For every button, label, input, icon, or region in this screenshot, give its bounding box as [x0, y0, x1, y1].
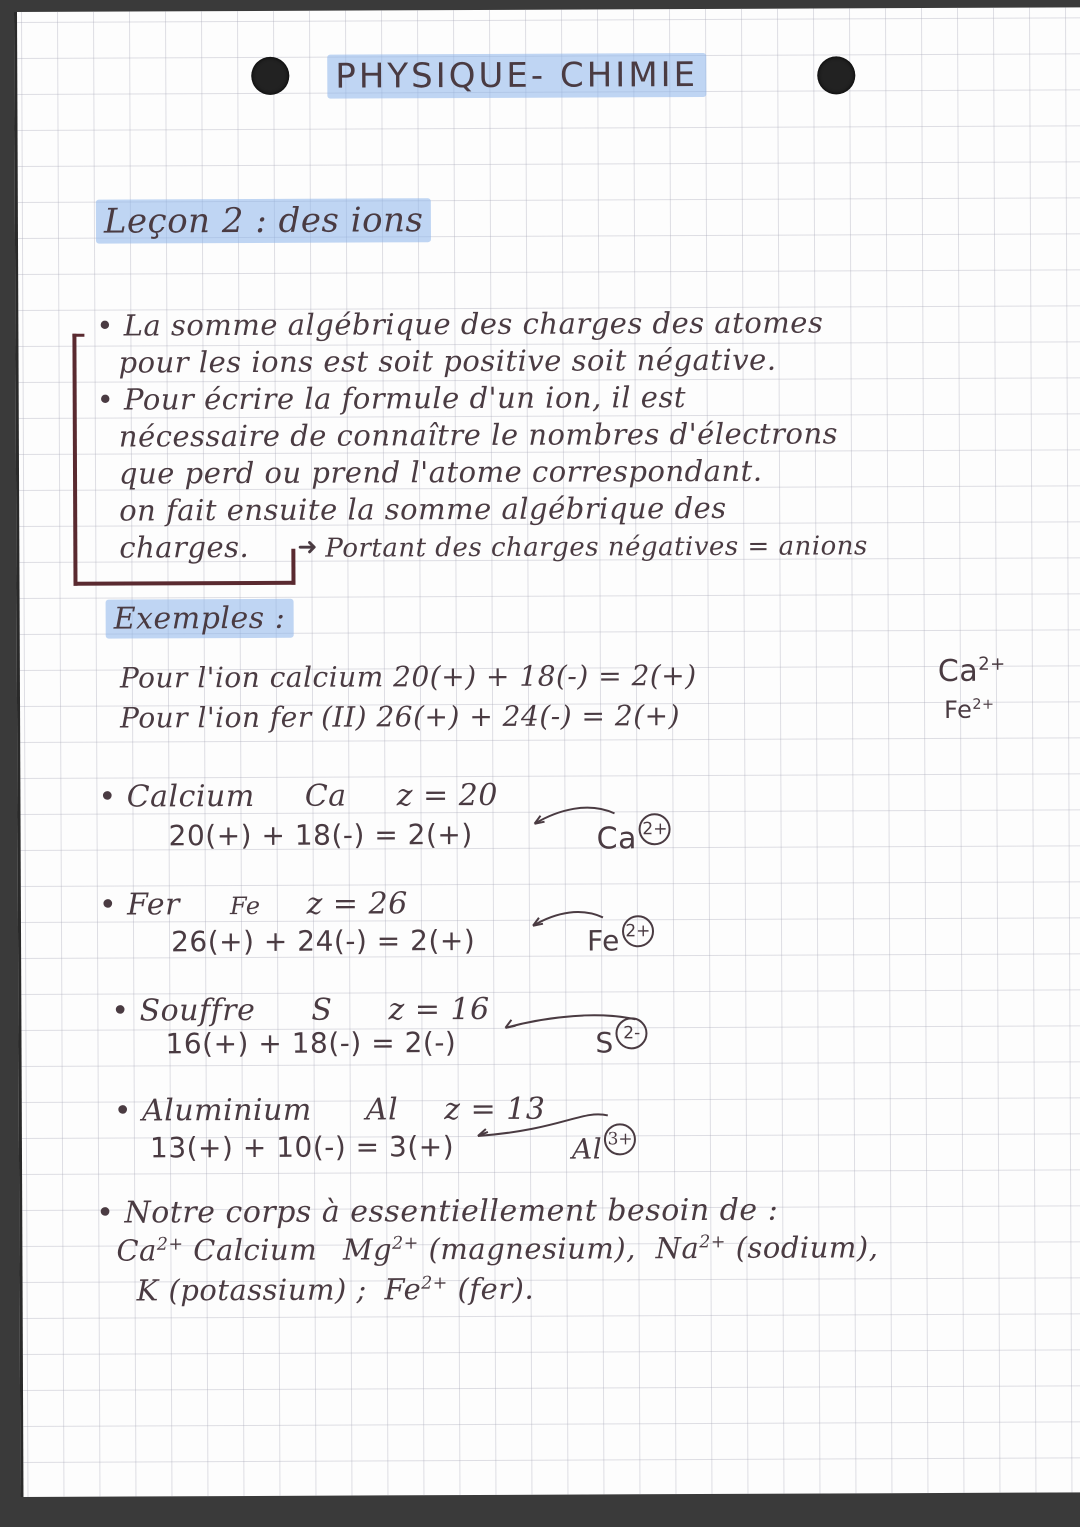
k-name: (potassium) ;: [168, 1272, 367, 1308]
ion-charge: 2+: [622, 915, 654, 947]
example-fer-summary: Pour l'ion fer (II) 26(+) + 24(-) = 2(+): [120, 699, 681, 735]
element-symbol: S: [311, 992, 333, 1028]
element-aluminium-equation: 13(+) + 10(-) = 3(+): [149, 1130, 455, 1165]
element-symbol: Fe: [229, 891, 261, 921]
ca-name: Calcium: [193, 1232, 318, 1268]
fe-name: (fer).: [457, 1271, 535, 1307]
element-souffre-header: [111, 992, 489, 1029]
definition-line-2: pour les ions est soit positive soit négative.: [118, 342, 777, 380]
punch-hole-left: [251, 57, 289, 95]
body-needs-line-3: [137, 1272, 535, 1308]
bracket-rise: [291, 549, 295, 585]
element-name: • Souffre: [111, 993, 255, 1029]
na-name: (sodium),: [735, 1230, 879, 1265]
ion-aluminium: [572, 1123, 636, 1165]
definition-line-7: charges.: [119, 529, 250, 565]
ion-symbol: Ca: [596, 821, 638, 857]
ion-charge: 3+: [604, 1123, 636, 1155]
page-title: [327, 55, 706, 97]
element-z: z = 20: [396, 777, 498, 814]
element-name: • Calcium: [98, 779, 254, 815]
element-z: z = 26: [306, 886, 408, 922]
mg-charge: 2+: [392, 1233, 419, 1254]
lesson-title: [96, 200, 432, 241]
definition-line-4: nécessaire de connaître le nombres d'électrons: [118, 416, 839, 454]
element-calcium-equation: 20(+) + 18(-) = 2(+): [168, 818, 473, 853]
fe-symbol: Fe: [384, 1272, 422, 1307]
ion-charge: 2+: [639, 813, 671, 845]
element-fer-equation: 26(+) + 24(-) = 2(+): [170, 923, 476, 959]
ion-fer: [587, 915, 654, 957]
mg-name: (magnesium),: [428, 1231, 636, 1267]
examples-heading: [106, 601, 294, 637]
example-calcium-summary: Pour l'ion calcium 20(+) + 18(-) = 2(+): [119, 659, 697, 695]
arrow-icon: ➜: [297, 532, 319, 561]
element-souffre-equation: 16(+) + 18(-) = 2(-): [165, 1026, 457, 1061]
na-symbol: Na: [655, 1231, 700, 1266]
element-symbol: Ca: [304, 778, 347, 814]
ca-charge: 2+: [156, 1234, 184, 1255]
ion-symbol-fe: [944, 696, 995, 724]
element-name: • Fer: [99, 887, 180, 922]
ion-souffre: [595, 1017, 647, 1059]
fe-charge: 2+: [421, 1273, 448, 1294]
page-title-text: PHYSIQUE- CHIMIE: [327, 53, 706, 99]
element-z: z = 16: [388, 991, 490, 1028]
ion-charge: 2-: [616, 1017, 648, 1049]
anions-annotation: Portant des charges négatives = anions: [325, 531, 868, 564]
ion-symbol: S: [595, 1026, 614, 1060]
bracket-left: [72, 334, 77, 586]
charge: 2+: [972, 696, 995, 713]
charge: 2+: [978, 653, 1006, 675]
notebook-page: [14, 7, 1080, 1497]
definition-line-3: • Pour écrire la formule d'un ion, il est: [96, 380, 687, 417]
element-calcium-header: [98, 778, 498, 815]
body-needs-line-2: [116, 1230, 878, 1267]
ion-symbol: Fe: [586, 924, 620, 958]
na-charge: 2+: [699, 1232, 726, 1253]
element-fer-header: [99, 886, 408, 922]
element-symbol: Al: [365, 1092, 399, 1128]
ca-symbol: Ca: [116, 1233, 157, 1268]
definition-line-1: • La somme algébrique des charges des atomes: [96, 305, 824, 343]
lesson-title-text: Leçon 2 : des ions: [96, 198, 432, 243]
mg-symbol: Mg: [342, 1232, 393, 1267]
element-name: • Aluminium: [114, 1093, 312, 1129]
definition-line-6: on fait ensuite la somme algébrique des: [119, 490, 727, 528]
symbol: Fe: [943, 695, 973, 724]
ion-calcium: [597, 813, 672, 856]
ion-symbol-ca: [938, 654, 1006, 689]
symbol: Ca: [937, 653, 979, 689]
k-symbol: K: [136, 1273, 159, 1308]
element-z: z = 13: [444, 1091, 546, 1128]
body-needs-intro: • Notre corps à essentiellement besoin de :: [96, 1192, 779, 1231]
examples-heading-text: Exemples :: [106, 599, 294, 639]
punch-hole-right: [817, 56, 855, 94]
definition-line-5: que perd ou prend l'atome correspondant.: [118, 453, 763, 491]
bracket-bottom: [73, 581, 295, 586]
ion-symbol: Al: [571, 1132, 603, 1166]
